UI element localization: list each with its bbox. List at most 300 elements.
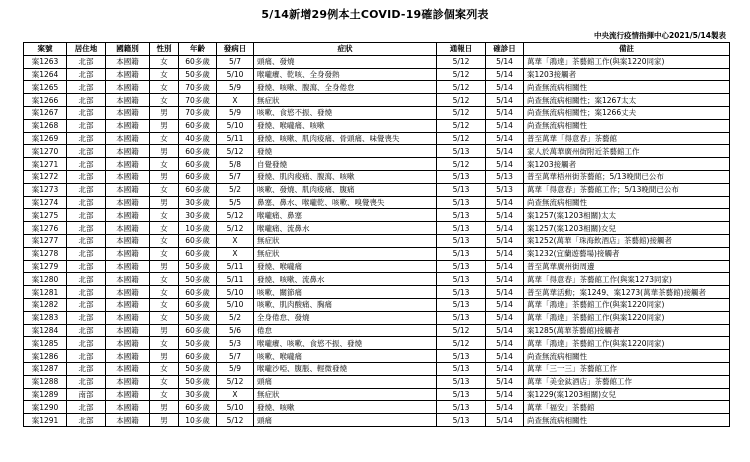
cell-onset-date: X [217, 234, 254, 247]
cell-nationality: 本國籍 [106, 375, 150, 388]
cell-report-date: 5/13 [437, 298, 486, 311]
cell-case-id: 案1267 [24, 106, 67, 119]
cell-gender: 女 [150, 209, 179, 222]
cell-remarks: 案1232(宜蘭遊藝場)接觸者 [524, 247, 730, 260]
cell-onset-date: 5/12 [217, 209, 254, 222]
cell-confirm-date: 5/14 [486, 222, 524, 235]
cell-confirm-date: 5/14 [486, 247, 524, 260]
table-row [24, 247, 730, 260]
cell-residence: 北部 [67, 414, 106, 427]
case-table [23, 42, 730, 427]
cell-case-id: 案1279 [24, 260, 67, 273]
table-row [24, 119, 730, 132]
table-row [24, 55, 730, 68]
cell-nationality: 本國籍 [106, 286, 150, 299]
cell-nationality: 本國籍 [106, 132, 150, 145]
cell-residence: 北部 [67, 324, 106, 337]
cell-case-id: 案1282 [24, 298, 67, 311]
cell-residence: 北部 [67, 170, 106, 183]
cell-onset-date: X [217, 247, 254, 260]
column-header-onset-date: 發病日 [217, 43, 254, 56]
column-header-report-date: 通報日 [437, 43, 486, 56]
cell-residence: 北部 [67, 260, 106, 273]
cell-symptoms: 發燒、咳嗽、肌肉痠痛、骨頭痛、味覺喪失 [254, 132, 437, 145]
cell-case-id: 案1284 [24, 324, 67, 337]
cell-gender: 男 [150, 106, 179, 119]
cell-symptoms: 無症狀 [254, 94, 437, 107]
cell-remarks: 萬華「鴻達」茶藝館工作(與案1220同家) [524, 55, 730, 68]
cell-onset-date: 5/5 [217, 196, 254, 209]
cell-onset-date: 5/9 [217, 81, 254, 94]
cell-residence: 北部 [67, 106, 106, 119]
cell-report-date: 5/12 [437, 132, 486, 145]
cell-case-id: 案1271 [24, 158, 67, 171]
cell-case-id: 案1270 [24, 145, 67, 158]
cell-residence: 北部 [67, 222, 106, 235]
cell-residence: 北部 [67, 298, 106, 311]
cell-gender: 女 [150, 55, 179, 68]
cell-age: 60多歲 [179, 145, 217, 158]
cell-onset-date: 5/7 [217, 170, 254, 183]
cell-onset-date: 5/12 [217, 375, 254, 388]
cell-confirm-date: 5/14 [486, 362, 524, 375]
cell-age: 10多歲 [179, 222, 217, 235]
cell-confirm-date: 5/14 [486, 94, 524, 107]
cell-age: 70多歲 [179, 106, 217, 119]
cell-case-id: 案1287 [24, 362, 67, 375]
cell-report-date: 5/13 [437, 286, 486, 299]
cell-gender: 男 [150, 119, 179, 132]
cell-report-date: 5/13 [437, 222, 486, 235]
cell-case-id: 案1283 [24, 311, 67, 324]
cell-case-id: 案1275 [24, 209, 67, 222]
cell-nationality: 本國籍 [106, 222, 150, 235]
cell-age: 50多歲 [179, 337, 217, 350]
table-row [24, 388, 730, 401]
cell-report-date: 5/12 [437, 94, 486, 107]
cell-age: 60多歲 [179, 170, 217, 183]
cell-gender: 男 [150, 145, 179, 158]
cell-case-id: 案1266 [24, 94, 67, 107]
cell-symptoms: 頭痛 [254, 414, 437, 427]
cell-symptoms: 無症狀 [254, 388, 437, 401]
cell-age: 50多歲 [179, 68, 217, 81]
cell-gender: 女 [150, 247, 179, 260]
cell-symptoms: 發燒、咳嗽、腹瀉、全身倦怠 [254, 81, 437, 94]
cell-confirm-date: 5/14 [486, 196, 524, 209]
cell-remarks: 普至萬華梧州街茶藝館；5/13晚間已公布 [524, 170, 730, 183]
cell-nationality: 本國籍 [106, 196, 150, 209]
cell-nationality: 本國籍 [106, 337, 150, 350]
table-row [24, 337, 730, 350]
table-row [24, 196, 730, 209]
cell-residence: 北部 [67, 183, 106, 196]
cell-report-date: 5/12 [437, 324, 486, 337]
cell-nationality: 本國籍 [106, 247, 150, 260]
cell-gender: 女 [150, 81, 179, 94]
cell-gender: 女 [150, 234, 179, 247]
cell-confirm-date: 5/14 [486, 260, 524, 273]
cell-remarks: 尚查無流病相關性 [524, 119, 730, 132]
table-row [24, 132, 730, 145]
cell-gender: 女 [150, 94, 179, 107]
cell-case-id: 案1263 [24, 55, 67, 68]
cell-onset-date: 5/6 [217, 324, 254, 337]
cell-confirm-date: 5/14 [486, 337, 524, 350]
cell-case-id: 案1272 [24, 170, 67, 183]
cell-gender: 女 [150, 68, 179, 81]
cell-residence: 北部 [67, 286, 106, 299]
cell-residence: 南部 [67, 388, 106, 401]
cell-case-id: 案1268 [24, 119, 67, 132]
table-header [24, 43, 730, 56]
cell-remarks: 萬華「得意春」茶藝館工作(與案1273同家) [524, 273, 730, 286]
cell-report-date: 5/13 [437, 401, 486, 414]
cell-onset-date: X [217, 388, 254, 401]
table-row [24, 260, 730, 273]
cell-age: 60多歲 [179, 119, 217, 132]
cell-report-date: 5/12 [437, 119, 486, 132]
cell-nationality: 本國籍 [106, 324, 150, 337]
table-row [24, 81, 730, 94]
cell-residence: 北部 [67, 196, 106, 209]
cell-symptoms: 咳嗽、食慾不振、發燒 [254, 106, 437, 119]
cell-symptoms: 頭痛、發燒 [254, 55, 437, 68]
cell-gender: 女 [150, 158, 179, 171]
cell-remarks: 案1203接觸者 [524, 68, 730, 81]
cell-onset-date: 5/10 [217, 119, 254, 132]
cell-nationality: 本國籍 [106, 119, 150, 132]
cell-nationality: 本國籍 [106, 260, 150, 273]
cell-symptoms: 咳嗽、關節痛 [254, 286, 437, 299]
cell-remarks: 案1257(案1203相關)女兒 [524, 222, 730, 235]
cell-report-date: 5/13 [437, 350, 486, 363]
cell-report-date: 5/12 [437, 81, 486, 94]
cell-confirm-date: 5/14 [486, 158, 524, 171]
table-row [24, 183, 730, 196]
cell-report-date: 5/13 [437, 362, 486, 375]
cell-symptoms: 發燒、咳嗽 [254, 401, 437, 414]
cell-report-date: 5/13 [437, 196, 486, 209]
cell-nationality: 本國籍 [106, 94, 150, 107]
table-row [24, 286, 730, 299]
cell-age: 60多歲 [179, 55, 217, 68]
cell-gender: 男 [150, 170, 179, 183]
cell-confirm-date: 5/13 [486, 183, 524, 196]
cell-case-id: 案1289 [24, 388, 67, 401]
cell-symptoms: 倦怠 [254, 324, 437, 337]
cell-remarks: 普至萬華「得意春」茶藝館 [524, 132, 730, 145]
cell-gender: 女 [150, 337, 179, 350]
cell-onset-date: 5/9 [217, 106, 254, 119]
table-body [24, 55, 730, 426]
table-row [24, 234, 730, 247]
cell-remarks: 尚查無流病相關性；案1266丈夫 [524, 106, 730, 119]
cell-symptoms: 喉嚨痛、鼻塞 [254, 209, 437, 222]
cell-report-date: 5/12 [437, 337, 486, 350]
cell-confirm-date: 5/14 [486, 145, 524, 158]
cell-gender: 女 [150, 311, 179, 324]
cell-age: 50多歲 [179, 311, 217, 324]
cell-nationality: 本國籍 [106, 311, 150, 324]
cell-case-id: 案1286 [24, 350, 67, 363]
table-row [24, 401, 730, 414]
cell-symptoms: 咳嗽、喉嚨痛 [254, 350, 437, 363]
cell-onset-date: 5/11 [217, 132, 254, 145]
cell-remarks: 萬華「三一三」茶藝館工作 [524, 362, 730, 375]
cell-confirm-date: 5/14 [486, 298, 524, 311]
cell-age: 60多歲 [179, 286, 217, 299]
cell-age: 50多歲 [179, 362, 217, 375]
cell-confirm-date: 5/14 [486, 68, 524, 81]
cell-remarks: 尚查無流病相關性；案1267太太 [524, 94, 730, 107]
cell-report-date: 5/12 [437, 106, 486, 119]
column-header-nationality: 國籍別 [106, 43, 150, 56]
cell-remarks: 案1257(案1203相關)太太 [524, 209, 730, 222]
cell-residence: 北部 [67, 273, 106, 286]
cell-nationality: 本國籍 [106, 158, 150, 171]
cell-remarks: 家人於萬華廣州街附近茶藝館工作 [524, 145, 730, 158]
cell-symptoms: 自覺發燒 [254, 158, 437, 171]
cell-age: 60多歲 [179, 247, 217, 260]
cell-confirm-date: 5/14 [486, 324, 524, 337]
cell-gender: 女 [150, 362, 179, 375]
cell-remarks: 案1229(案1203相關)女兒 [524, 388, 730, 401]
cell-confirm-date: 5/14 [486, 234, 524, 247]
cell-case-id: 案1290 [24, 401, 67, 414]
cell-residence: 北部 [67, 337, 106, 350]
cell-symptoms: 喉嚨癢、乾咳、全身發熱 [254, 68, 437, 81]
cell-report-date: 5/13 [437, 247, 486, 260]
cell-onset-date: 5/10 [217, 286, 254, 299]
cell-onset-date: 5/7 [217, 55, 254, 68]
cell-confirm-date: 5/14 [486, 375, 524, 388]
cell-remarks: 萬華「得意春」茶藝館工作；5/13晚間已公布 [524, 183, 730, 196]
table-row [24, 68, 730, 81]
cell-nationality: 本國籍 [106, 350, 150, 363]
table-row [24, 324, 730, 337]
cell-nationality: 本國籍 [106, 68, 150, 81]
table-row [24, 414, 730, 427]
cell-report-date: 5/13 [437, 375, 486, 388]
table-row [24, 222, 730, 235]
cell-confirm-date: 5/14 [486, 209, 524, 222]
column-header-case-id: 案號 [24, 43, 67, 56]
cell-symptoms: 咳嗽、發燒、肌肉痠痛、腹痛 [254, 183, 437, 196]
cell-case-id: 案1277 [24, 234, 67, 247]
cell-age: 60多歲 [179, 234, 217, 247]
cell-confirm-date: 5/14 [486, 311, 524, 324]
table-row [24, 94, 730, 107]
cell-confirm-date: 5/14 [486, 81, 524, 94]
cell-age: 40多歲 [179, 132, 217, 145]
cell-symptoms: 無症狀 [254, 247, 437, 260]
cell-report-date: 5/13 [437, 234, 486, 247]
cell-confirm-date: 5/14 [486, 106, 524, 119]
cell-confirm-date: 5/14 [486, 132, 524, 145]
cell-gender: 女 [150, 183, 179, 196]
cell-confirm-date: 5/14 [486, 388, 524, 401]
cell-symptoms: 發燒、喉嚨痛 [254, 260, 437, 273]
cell-residence: 北部 [67, 234, 106, 247]
cell-remarks: 萬華「美金鈦酒店」茶藝館工作 [524, 375, 730, 388]
cell-age: 50多歲 [179, 375, 217, 388]
cell-gender: 男 [150, 260, 179, 273]
cell-confirm-date: 5/14 [486, 350, 524, 363]
cell-age: 30多歲 [179, 209, 217, 222]
cell-gender: 女 [150, 375, 179, 388]
cell-gender: 男 [150, 414, 179, 427]
cell-age: 30多歲 [179, 388, 217, 401]
table-row [24, 298, 730, 311]
table-row [24, 375, 730, 388]
column-header-residence: 居住地 [67, 43, 106, 56]
cell-symptoms: 發燒、肌肉痠痛、腹瀉、咳嗽 [254, 170, 437, 183]
table-row [24, 209, 730, 222]
cell-age: 60多歲 [179, 158, 217, 171]
cell-remarks: 普至萬華廣州街周邊 [524, 260, 730, 273]
table-row [24, 145, 730, 158]
cell-nationality: 本國籍 [106, 170, 150, 183]
cell-confirm-date: 5/13 [486, 170, 524, 183]
cell-onset-date: 5/9 [217, 362, 254, 375]
cell-case-id: 案1273 [24, 183, 67, 196]
cell-symptoms: 鼻塞、鼻水、喉嚨乾、咳嗽、嗅覺喪失 [254, 196, 437, 209]
cell-residence: 北部 [67, 145, 106, 158]
cell-residence: 北部 [67, 55, 106, 68]
column-header-symptoms: 症狀 [254, 43, 437, 56]
cell-onset-date: 5/2 [217, 183, 254, 196]
cell-remarks: 萬華「鴻達」茶藝館工作(與案1220同家) [524, 311, 730, 324]
cell-nationality: 本國籍 [106, 55, 150, 68]
cell-report-date: 5/13 [437, 145, 486, 158]
cell-onset-date: 5/11 [217, 273, 254, 286]
cell-confirm-date: 5/14 [486, 55, 524, 68]
cell-gender: 男 [150, 196, 179, 209]
cell-onset-date: 5/10 [217, 401, 254, 414]
cell-symptoms: 喉嚨痛、流鼻水 [254, 222, 437, 235]
cell-age: 70多歲 [179, 81, 217, 94]
cell-gender: 女 [150, 286, 179, 299]
cell-residence: 北部 [67, 94, 106, 107]
cell-age: 30多歲 [179, 196, 217, 209]
cell-nationality: 本國籍 [106, 401, 150, 414]
cell-residence: 北部 [67, 247, 106, 260]
table-row [24, 158, 730, 171]
cell-remarks: 案1252(萬華「珠海飲酒店」茶藝館)接觸者 [524, 234, 730, 247]
cell-onset-date: 5/3 [217, 337, 254, 350]
cell-case-id: 案1285 [24, 337, 67, 350]
cell-case-id: 案1274 [24, 196, 67, 209]
cell-onset-date: 5/10 [217, 298, 254, 311]
cell-case-id: 案1288 [24, 375, 67, 388]
cell-report-date: 5/13 [437, 311, 486, 324]
cell-gender: 女 [150, 388, 179, 401]
cell-symptoms: 發燒 [254, 145, 437, 158]
cell-onset-date: X [217, 94, 254, 107]
cell-nationality: 本國籍 [106, 183, 150, 196]
column-header-confirm-date: 確診日 [486, 43, 524, 56]
cell-onset-date: 5/12 [217, 222, 254, 235]
cell-nationality: 本國籍 [106, 362, 150, 375]
cell-confirm-date: 5/14 [486, 414, 524, 427]
cell-confirm-date: 5/14 [486, 286, 524, 299]
cell-case-id: 案1280 [24, 273, 67, 286]
cell-nationality: 本國籍 [106, 106, 150, 119]
cell-confirm-date: 5/14 [486, 401, 524, 414]
cell-onset-date: 5/2 [217, 311, 254, 324]
cell-residence: 北部 [67, 375, 106, 388]
table-row [24, 311, 730, 324]
cell-age: 60多歲 [179, 401, 217, 414]
cell-nationality: 本國籍 [106, 81, 150, 94]
cell-case-id: 案1265 [24, 81, 67, 94]
cell-symptoms: 咳嗽、肌肉酸痛、胸痛 [254, 298, 437, 311]
cell-report-date: 5/13 [437, 183, 486, 196]
cell-report-date: 5/12 [437, 55, 486, 68]
cell-residence: 北部 [67, 362, 106, 375]
cell-report-date: 5/13 [437, 209, 486, 222]
cell-remarks: 尚查無流病相關性 [524, 81, 730, 94]
cell-residence: 北部 [67, 68, 106, 81]
cell-report-date: 5/13 [437, 170, 486, 183]
cell-gender: 男 [150, 350, 179, 363]
cell-gender: 女 [150, 298, 179, 311]
column-header-gender: 性別 [150, 43, 179, 56]
cell-residence: 北部 [67, 81, 106, 94]
cell-gender: 女 [150, 222, 179, 235]
cell-onset-date: 5/12 [217, 414, 254, 427]
cell-age: 60多歲 [179, 350, 217, 363]
cell-case-id: 案1281 [24, 286, 67, 299]
cell-report-date: 5/13 [437, 414, 486, 427]
cell-report-date: 5/13 [437, 273, 486, 286]
cell-remarks: 尚查無流病相關性 [524, 414, 730, 427]
cell-nationality: 本國籍 [106, 414, 150, 427]
cell-report-date: 5/12 [437, 68, 486, 81]
cell-nationality: 本國籍 [106, 234, 150, 247]
table-row [24, 362, 730, 375]
cell-gender: 女 [150, 273, 179, 286]
cell-nationality: 本國籍 [106, 388, 150, 401]
cell-symptoms: 喉嚨癢、咳嗽、食慾不振、發燒 [254, 337, 437, 350]
cell-residence: 北部 [67, 119, 106, 132]
cell-case-id: 案1269 [24, 132, 67, 145]
cell-symptoms: 發燒、咳嗽、流鼻水 [254, 273, 437, 286]
cell-age: 60多歲 [179, 183, 217, 196]
cell-residence: 北部 [67, 350, 106, 363]
cell-age: 10多歲 [179, 414, 217, 427]
cell-onset-date: 5/11 [217, 260, 254, 273]
cell-onset-date: 5/8 [217, 158, 254, 171]
cell-remarks: 萬華「鴻達」茶藝館工作(與案1220同家) [524, 337, 730, 350]
cell-report-date: 5/13 [437, 388, 486, 401]
cell-remarks: 萬華「福安」茶藝館 [524, 401, 730, 414]
cell-age: 50多歲 [179, 273, 217, 286]
page-title: 5/14新增29例本土COVID-19確診個案列表 [261, 8, 489, 21]
cell-case-id: 案1291 [24, 414, 67, 427]
cell-remarks: 尚查無流病相關性 [524, 350, 730, 363]
cell-onset-date: 5/10 [217, 68, 254, 81]
cell-remarks: 案1285(萬華茶藝館)接觸者 [524, 324, 730, 337]
column-header-age: 年齡 [179, 43, 217, 56]
cell-nationality: 本國籍 [106, 273, 150, 286]
cell-residence: 北部 [67, 132, 106, 145]
cell-onset-date: 5/12 [217, 145, 254, 158]
cell-gender: 女 [150, 132, 179, 145]
table-row [24, 350, 730, 363]
cell-remarks: 萬華「鴻達」茶藝館工作(與案1220同家) [524, 298, 730, 311]
